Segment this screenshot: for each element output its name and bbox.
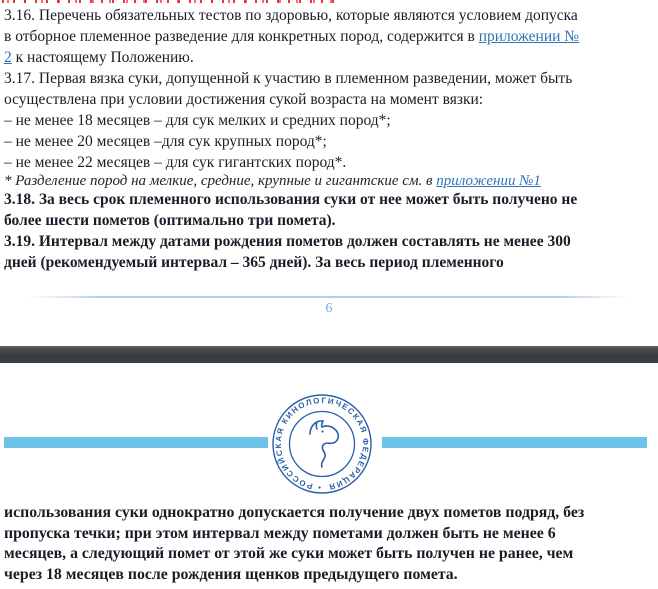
page-6-text-block (4, 5, 654, 273)
continuation-line-1: использования суки однократно допускается получение двух пометов подряд, без (4, 504, 585, 521)
paragraph-3-19-line-1: 3.19. Интервал между датами рождения пометов должен составлять не менее 300 (4, 233, 571, 250)
page-number: 6 (325, 301, 333, 316)
bullet-22-months: – не менее 22 месяцев – для сук гигантских пород*. (4, 154, 347, 171)
page-7-text-block (4, 503, 654, 585)
paragraph-3-16-line-1: 3.16. Перечень обязательных тестов по здоровью, которые являются условием допуска (4, 7, 578, 24)
footnote-text: * Разделение пород на мелкие, средние, крупные и гигантские см. в (4, 173, 437, 189)
paragraph-3-16-line-3-text: к настоящему Положению. (11, 49, 194, 66)
cutoff-red-text-sliver (2, 0, 338, 3)
paragraph-3-16-line-2 (4, 26, 654, 47)
header-bar-right (382, 437, 647, 448)
paragraph-3-17-line-2: осуществлена при условии достижения сукой возраста на момент вязки: (4, 91, 484, 108)
footer-rule (28, 296, 630, 298)
header-bar-left (4, 437, 268, 448)
appendix-1-link[interactable]: приложении №1 (436, 173, 541, 189)
paragraph-3-18-line-2: более шести пометов (оптимально три помета). (4, 212, 336, 229)
rkf-logo (270, 392, 374, 496)
paragraph-3-19-line-2: дней (рекомендуемый интервал – 365 дней). За весь период племенного (4, 254, 504, 271)
continuation-line-2: пропуска течки; при этом интервал между пометами должен быть не менее 6 (4, 524, 556, 542)
paragraph-3-17-line-1: 3.17. Первая вязка суки, допущенной к участию в племенном разведении, может быть (4, 70, 573, 87)
paragraph-3-18-line-1: 3.18. За весь срок племенного использования суки от нее может быть получено не (4, 191, 578, 208)
continuation-line-3: месяцев, а следующий помет от этой же суки может быть получен не ранее, чем (4, 545, 574, 563)
continuation-line-4: через 18 месяцев после рождения щенков предыдущего помета. (4, 565, 458, 583)
page-gap-separator (0, 346, 658, 363)
footnote-breed-sizes (4, 173, 654, 189)
bullet-20-months: – не менее 20 месяцев –для сук крупных пород*; (4, 133, 327, 150)
rkf-emblem-svg (270, 392, 374, 496)
bullet-18-months: – не менее 18 месяцев – для сук мелких и средних пород*; (4, 112, 391, 129)
logo-outer-ring (273, 395, 371, 493)
paragraph-3-16-line-2-text: в отборное племенное разведение для конкретных пород, содержится в (4, 28, 479, 45)
appendix-2-link-part-2[interactable]: 2 (4, 49, 12, 66)
logo-ring-text: • РОССИЙСКАЯ КИНОЛОГИЧЕСКАЯ ФЕДЕРАЦИЯ (273, 395, 371, 493)
appendix-2-link-part-1[interactable]: приложении № (478, 28, 580, 45)
paragraph-3-16-line-3 (4, 47, 654, 68)
